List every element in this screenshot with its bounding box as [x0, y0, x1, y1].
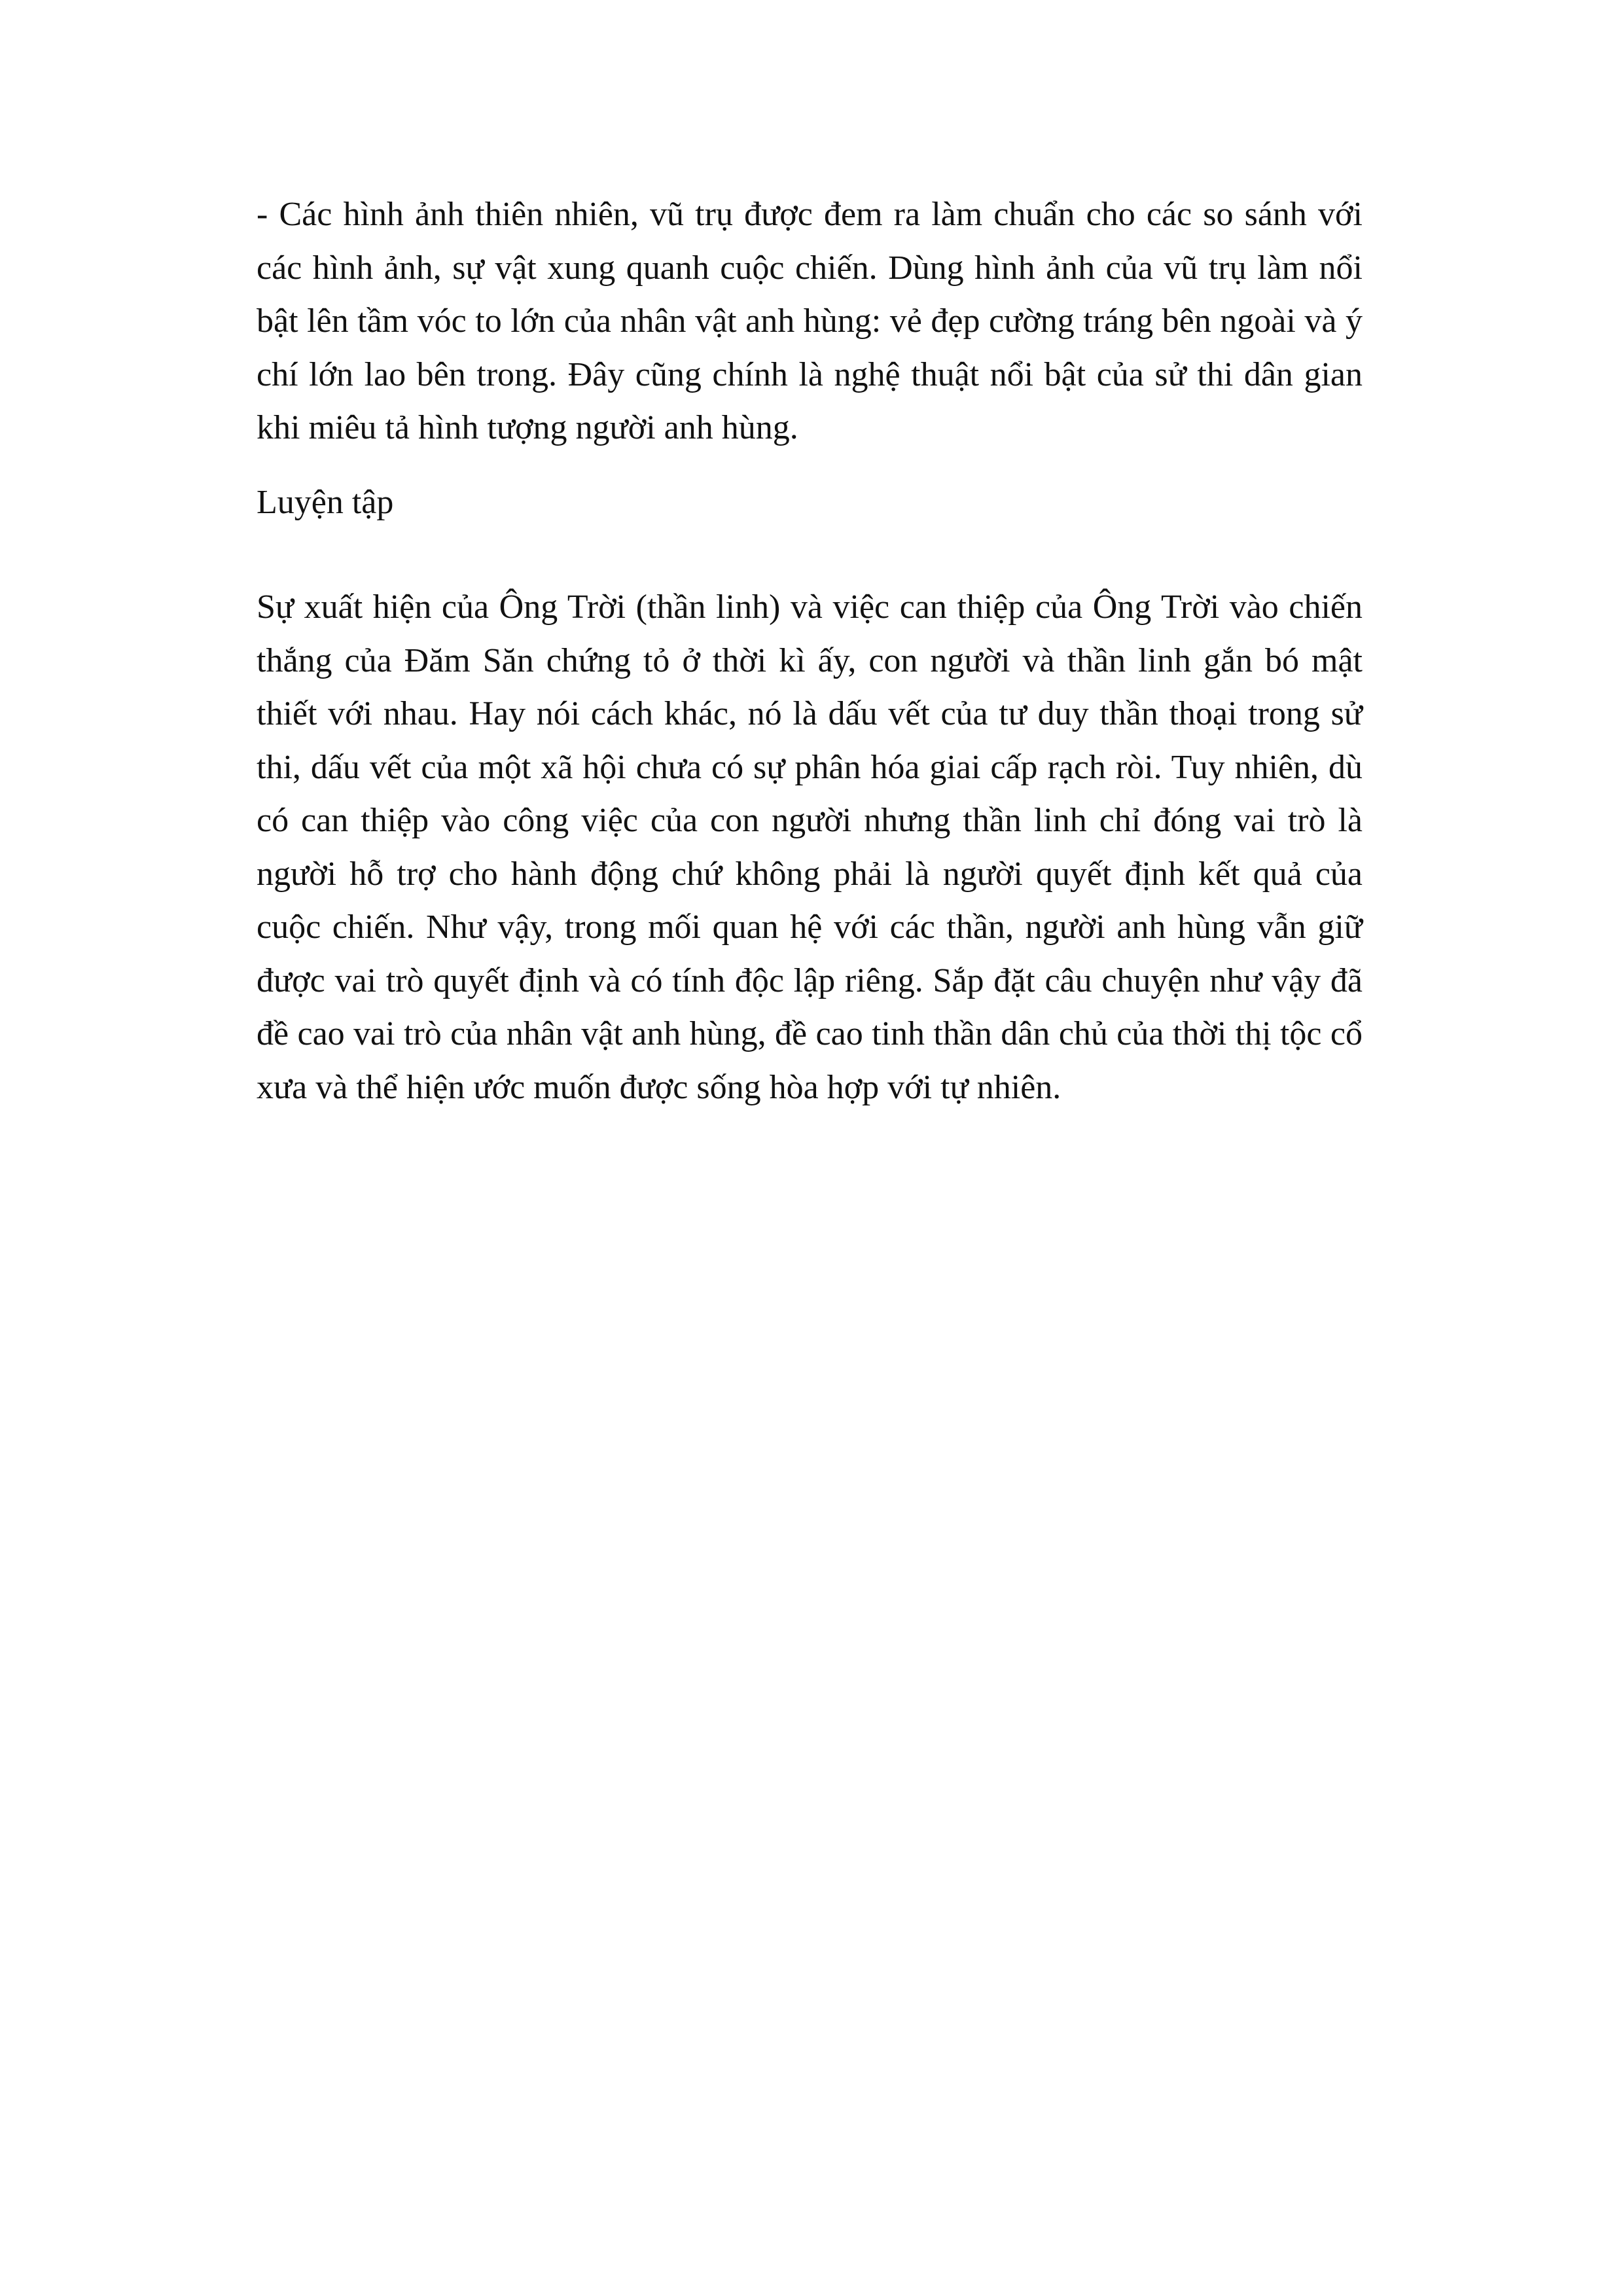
- section-heading: Luyện tập: [257, 484, 394, 521]
- practice-paragraph: Sự xuất hiện của Ông Trời (thần linh) và việc can thiệp của Ông Trời vào chiến thắng của Đăm Săn chứng tỏ ở thời kì ấy, con người và thần linh gắn bó mật thiết với nhau. Hay nói cách khác, nó là dấu vết của tư duy thần thoại trong sử thi, dấu vết của một xã hội chưa có sự phân hóa giai cấp rạch ròi. Tuy nhiên, dù có can thiệp vào công việc của con người nhưng thần linh chỉ đóng vai trò là người hỗ trợ cho hành động chứ không phải là người quyết định kết quả của cuộc chiến. Như vậy, trong mối quan hệ với các thần, người anh hùng vẫn giữ được vai trò quyết định và có tính độc lập riêng. Sắp đặt câu chuyện như vậy đã đề cao vai trò của nhân vật anh hùng, đề cao tinh thần dân chủ của thời thị tộc cổ xưa và thể hiện ước muốn được sống hòa hợp với tự nhiên.: [257, 588, 1363, 1106]
- analysis-paragraph: - Các hình ảnh thiên nhiên, vũ trụ được đem ra làm chuẩn cho các so sánh với các hình ảnh, sự vật xung quanh cuộc chiến. Dùng hình ảnh của vũ trụ làm nổi bật lên tầm vóc to lớn của nhân vật anh hùng: vẻ đẹp cường tráng bên ngoài và ý chí lớn lao bên trong. Đây cũng chính là nghệ thuật nổi bật của sử thi dân gian khi miêu tả hình tượng người anh hùng.: [257, 196, 1363, 446]
